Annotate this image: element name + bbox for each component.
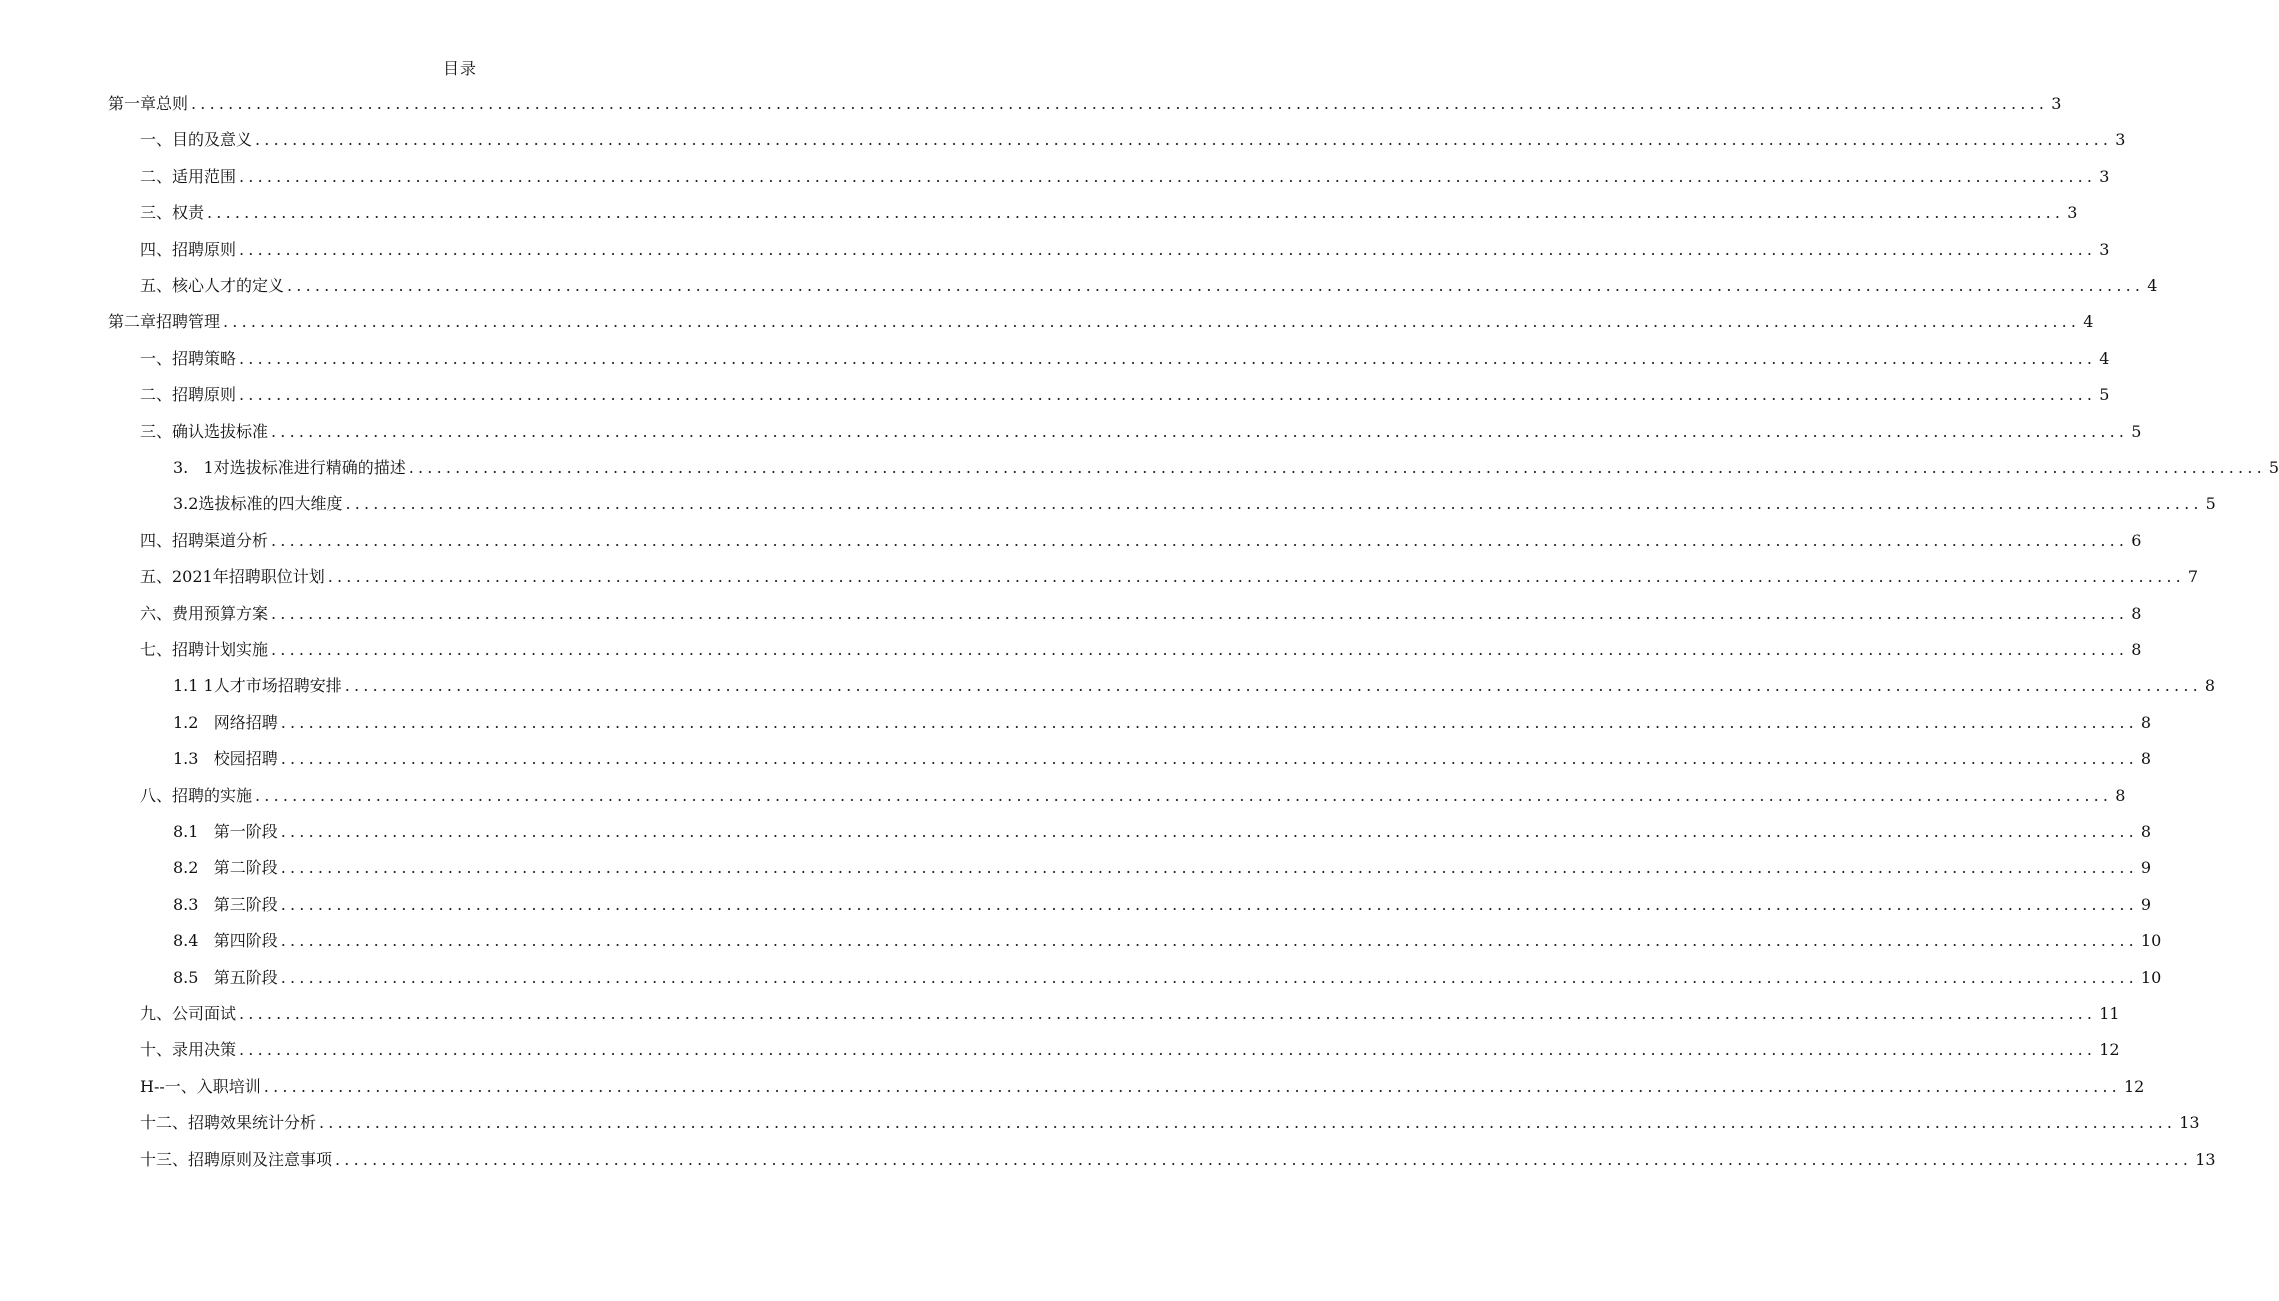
toc-entry-label: 1.3 校园招聘 — [173, 749, 278, 769]
toc-dot-leader: ........................................................................................................................................................................................................ — [280, 931, 2138, 951]
toc-entry[interactable] — [108, 92, 2062, 116]
toc-dot-leader: ........................................................................................................................................................................................................ — [280, 967, 2138, 987]
toc-entry[interactable] — [173, 820, 2152, 844]
toc-entry[interactable] — [140, 128, 2126, 152]
toc-entry[interactable] — [173, 711, 2152, 735]
toc-entry[interactable] — [140, 201, 2078, 225]
toc-entry-label: 1.1 1人才市场招聘安排 — [173, 676, 342, 696]
toc-dot-leader: ........................................................................................................................................................................................................ — [408, 458, 2266, 477]
toc-entry[interactable] — [173, 966, 2162, 990]
toc-page-number: 3 — [2099, 166, 2110, 186]
toc-entry-label: 六、费用预算方案 — [140, 603, 269, 623]
toc-dot-leader: ........................................................................................................................................................................................................ — [280, 712, 2138, 732]
toc-dot-leader: ........................................................................................................................................................................................................ — [239, 1040, 2097, 1060]
toc-entry[interactable] — [140, 784, 2126, 808]
toc-page-number: 8 — [2131, 640, 2142, 659]
toc-entry-label: 3.2选拔标准的四大维度 — [173, 494, 343, 514]
toc-dot-leader: ........................................................................................................................................................................................................ — [280, 822, 2138, 841]
toc-entry-label: 第二章招聘管理 — [108, 312, 221, 332]
toc-page-number: 8 — [2131, 603, 2142, 623]
toc-dot-leader: ........................................................................................................................................................................................................ — [207, 203, 2065, 223]
toc-page-number: 10 — [2140, 967, 2162, 987]
toc-entry[interactable] — [140, 1038, 2120, 1062]
toc-entry-label: 十三、招聘原则及注意事项 — [140, 1149, 333, 1169]
toc-entry-label: 8.4 第四阶段 — [173, 931, 278, 951]
toc-entry-label: 1.2 网络招聘 — [173, 712, 278, 732]
toc-entry-label: 三、权责 — [140, 203, 205, 223]
toc-dot-leader: ........................................................................................................................................................................................................ — [239, 166, 2097, 186]
toc-dot-leader: ........................................................................................................................................................................................................ — [223, 312, 2081, 332]
toc-dot-leader: ........................................................................................................................................................................................................ — [239, 1004, 2097, 1023]
toc-entry[interactable] — [140, 1111, 2200, 1135]
toc-page-number: 5 — [2099, 385, 2110, 405]
toc-dot-leader: ........................................................................................................................................................................................................ — [255, 130, 2113, 150]
toc-entry[interactable] — [140, 383, 2110, 407]
toc-entry-label: 二、适用范围 — [140, 166, 237, 186]
toc-entry-label: 一、招聘策略 — [140, 348, 237, 368]
toc-entry-label: 二、招聘原则 — [140, 385, 237, 405]
toc-entry[interactable] — [173, 893, 2152, 917]
toc-page-number: 7 — [2187, 567, 2199, 587]
toc-page-number: 13 — [2195, 1149, 2216, 1169]
toc-entry[interactable] — [140, 347, 2110, 371]
toc-entry[interactable] — [173, 674, 2216, 698]
toc-entry-label: 一、目的及意义 — [140, 130, 253, 150]
toc-dot-leader: ........................................................................................................................................................................................................ — [280, 894, 2138, 914]
toc-entry[interactable] — [140, 602, 2142, 626]
toc-entry[interactable] — [140, 1148, 2216, 1172]
toc-page-number: 3 — [2099, 239, 2110, 259]
toc-entry[interactable] — [140, 1002, 2120, 1026]
toc-page-number: 5 — [2268, 458, 2279, 477]
toc-page-number: 8 — [2140, 712, 2152, 732]
toc-entry-label: 四、招聘渠道分析 — [140, 530, 269, 550]
toc-page-number: 8 — [2140, 749, 2152, 769]
toc-dot-leader: ........................................................................................................................................................................................................ — [327, 567, 2185, 587]
toc-entry-label: 十、录用决策 — [140, 1040, 237, 1060]
toc-entry[interactable] — [140, 165, 2110, 189]
toc-entry-label: 四、招聘原则 — [140, 239, 237, 259]
toc-entry-label: 8.5 第五阶段 — [173, 967, 278, 987]
toc-page-number: 4 — [2147, 276, 2158, 295]
toc-dot-leader: ........................................................................................................................................................................................................ — [280, 749, 2138, 769]
toc-page-number: 12 — [2099, 1040, 2120, 1060]
toc-dot-leader: ........................................................................................................................................................................................................ — [345, 494, 2203, 514]
toc-dot-leader: ........................................................................................................................................................................................................ — [271, 603, 2129, 623]
toc-entry[interactable] — [140, 529, 2142, 553]
toc-dot-leader: ........................................................................................................................................................................................................ — [271, 421, 2129, 441]
toc-entry[interactable] — [173, 492, 2216, 516]
toc-page-number: 11 — [2099, 1004, 2120, 1023]
toc-entry[interactable] — [140, 274, 2158, 298]
toc-page-number: 13 — [2179, 1113, 2200, 1133]
toc-page-number: 3 — [2067, 203, 2078, 223]
toc-page-number: 5 — [2131, 421, 2142, 441]
toc-entry-label: 8.3 第三阶段 — [173, 894, 278, 914]
toc-page-number: 3 — [2115, 130, 2126, 150]
toc-entry[interactable] — [140, 238, 2110, 262]
toc-page-number: 8 — [2115, 785, 2126, 805]
toc-page-number: 12 — [2123, 1076, 2145, 1096]
toc-entry-label: 八、招聘的实施 — [140, 785, 253, 805]
toc-dot-leader: ........................................................................................................................................................................................................ — [271, 640, 2129, 659]
toc-entry-label: 五、2021年招聘职位计划 — [140, 567, 325, 587]
toc-entry-label: 七、招聘计划实施 — [140, 640, 269, 659]
toc-page-number: 8 — [2204, 676, 2216, 696]
toc-entry-label: 3. 1对选拔标准进行精确的描述 — [173, 458, 406, 477]
toc-entry-label: 8.2 第二阶段 — [173, 858, 278, 878]
toc-dot-leader: ........................................................................................................................................................................................................ — [239, 385, 2097, 405]
toc-page-number: 5 — [2205, 494, 2216, 514]
toc-title: 目录 — [442, 59, 477, 78]
toc-entry-label: 三、确认选拔标准 — [140, 421, 269, 441]
toc-dot-leader: ........................................................................................................................................................................................................ — [239, 239, 2097, 259]
toc-dot-leader: ........................................................................................................................................................................................................ — [191, 94, 2049, 113]
toc-page-number: 6 — [2131, 530, 2142, 550]
toc-page-number: 4 — [2099, 348, 2110, 368]
toc-dot-leader: ........................................................................................................................................................................................................ — [263, 1076, 2121, 1096]
toc-page-number: 3 — [2051, 94, 2062, 113]
toc-entry-label: 九、公司面试 — [140, 1004, 237, 1023]
toc-dot-leader: ........................................................................................................................................................................................................ — [239, 348, 2097, 368]
toc-entry[interactable] — [173, 929, 2162, 953]
toc-entry[interactable] — [140, 420, 2142, 444]
toc-entry[interactable] — [140, 565, 2199, 589]
toc-page-number: 10 — [2140, 931, 2162, 951]
toc-dot-leader: ........................................................................................................................................................................................................ — [271, 530, 2129, 550]
toc-dot-leader: ........................................................................................................................................................................................................ — [287, 276, 2145, 295]
toc-entry-label: 8.1 第一阶段 — [173, 822, 278, 841]
toc-entry[interactable] — [140, 638, 2142, 662]
toc-entry-label: 十二、招聘效果统计分析 — [140, 1113, 317, 1133]
toc-page-number: 9 — [2140, 858, 2152, 878]
toc-page-number: 4 — [2083, 312, 2094, 332]
toc-dot-leader: ........................................................................................................................................................................................................ — [335, 1149, 2193, 1169]
toc-page-number: 8 — [2140, 822, 2152, 841]
toc-entry-label: 五、核心人才的定义 — [140, 276, 285, 295]
toc-entry[interactable] — [173, 456, 2279, 480]
toc-dot-leader: ........................................................................................................................................................................................................ — [255, 785, 2113, 805]
toc-entry-label: H--一、入职培训 — [140, 1076, 261, 1096]
toc-entry[interactable] — [108, 310, 2094, 334]
toc-page-number: 9 — [2140, 894, 2152, 914]
toc-entry[interactable] — [173, 856, 2152, 880]
toc-entry-label: 第一章总则 — [108, 94, 189, 113]
toc-dot-leader: ........................................................................................................................................................................................................ — [319, 1113, 2177, 1133]
toc-dot-leader: ........................................................................................................................................................................................................ — [344, 676, 2202, 696]
toc-dot-leader: ........................................................................................................................................................................................................ — [280, 858, 2138, 878]
toc-entry[interactable] — [140, 1075, 2145, 1099]
toc-entry[interactable] — [173, 747, 2152, 771]
